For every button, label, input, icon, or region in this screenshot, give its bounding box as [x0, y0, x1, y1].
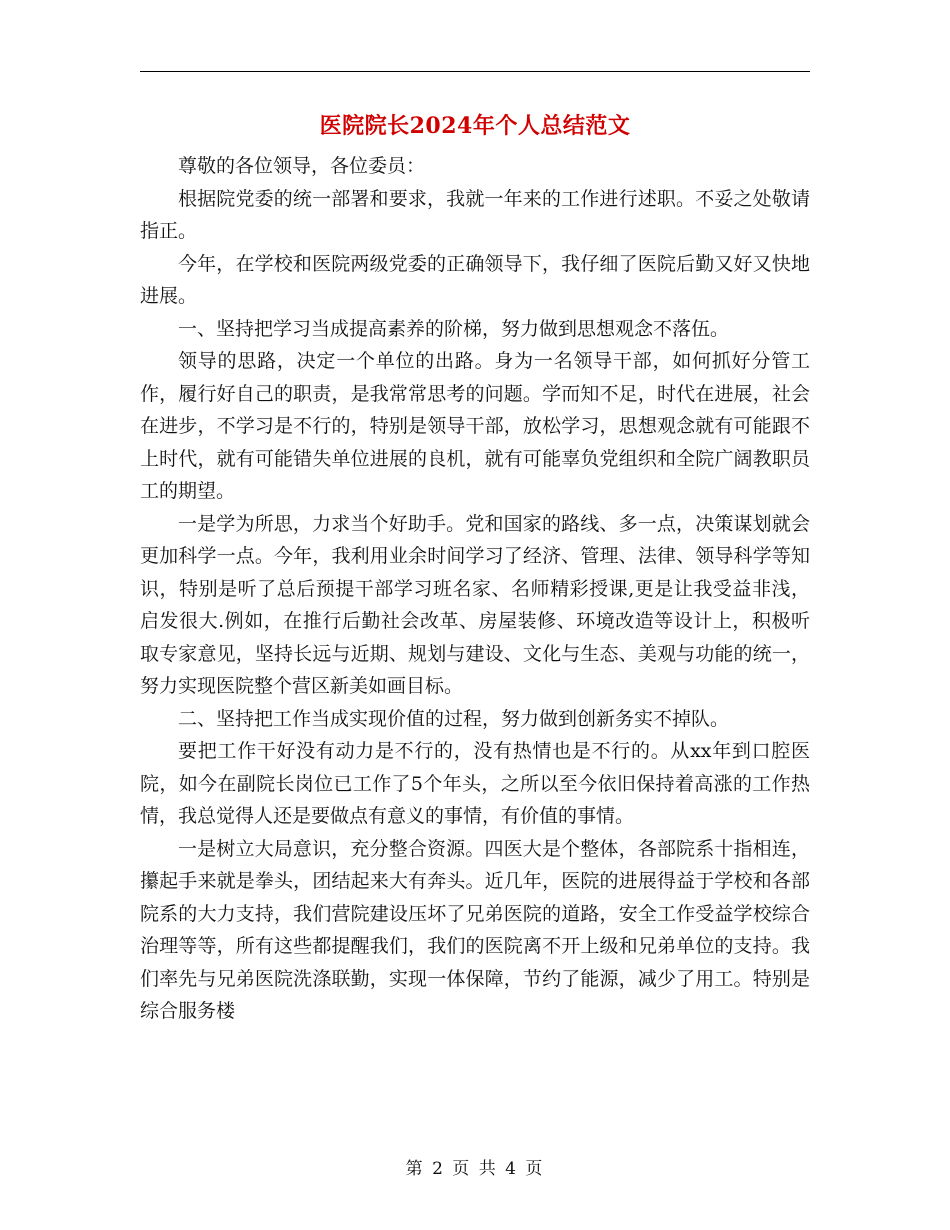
section-heading: 一、坚持把学习当成提高素养的阶梯，努力做到思想观念不落伍。 [178, 317, 730, 340]
section-heading: 二、坚持把工作当成实现价值的过程，努力做到创新务实不掉队。 [178, 707, 730, 730]
salutation-paragraph: 尊敬的各位领导，各位委员： [178, 155, 426, 177]
body-paragraph: 一是学为所思，力求当个好助手。党和国家的路线、多一点，决策谋划就会更加科学一点。今年，我利用业余时间学习了经济、管理、法律、领导科学等知识，特别是听了总后预提干部学习班名家、名师精彩授课,更是让我受益非浅，启发很大.例如，在推行后勤社会改革、房屋装修、环境改造等设计上，积极听取专家意见，坚持长远与近期、规划与建设、文化与生态、美观与功能的统一，努力实现医院整个营区新美如画目标。 [140, 512, 810, 697]
page-number: 第 2 页 共 4 页 [405, 1159, 545, 1179]
document-title: 医院院长2024年个人总结范文 [319, 113, 631, 139]
body-paragraph: 根据院党委的统一部署和要求，我就一年来的工作进行述职。不妥之处敬请指正。 [140, 187, 810, 242]
body-paragraph: 一是树立大局意识，充分整合资源。四医大是个整体，各部院系十指相连，攥起手来就是拳头，团结起来大有奔头。近几年，医院的进展得益于学校和各部院系的大力支持，我们营院建设压坏了兄弟医院的道路，安全工作受益学校综合治理等等，所有这些都提醒我们，我们的医院离不开上级和兄弟单位的支持。我们率先与兄弟医院洗涤联勤，实现一体保障，节约了能源，减少了用工。特别是综合服务楼 [140, 837, 810, 1022]
document-body [140, 150, 810, 1028]
body-paragraph: 要把工作干好没有动力是不行的，没有热情也是不行的。从xx年到口腔医院，如今在副院长岗位已工作了5个年头，之所以至今依旧保持着高涨的工作热情，我总觉得人还是要做点有意义的事情，有价值的事情。 [140, 740, 810, 827]
header-rule [140, 71, 810, 72]
body-paragraph: 领导的思路，决定一个单位的出路。身为一名领导干部，如何抓好分管工作，履行好自己的职责，是我常常思考的问题。学而知不足，时代在进展，社会在进步，不学习是不行的，特别是领导干部，放松学习，思想观念就有可能跟不上时代，就有可能错失单位进展的良机，就有可能辜负党组织和全院广阔教职员工的期望。 [140, 350, 810, 502]
body-paragraph: 今年，在学校和医院两级党委的正确领导下，我仔细了医院后勤又好又快地进展。 [140, 252, 810, 307]
